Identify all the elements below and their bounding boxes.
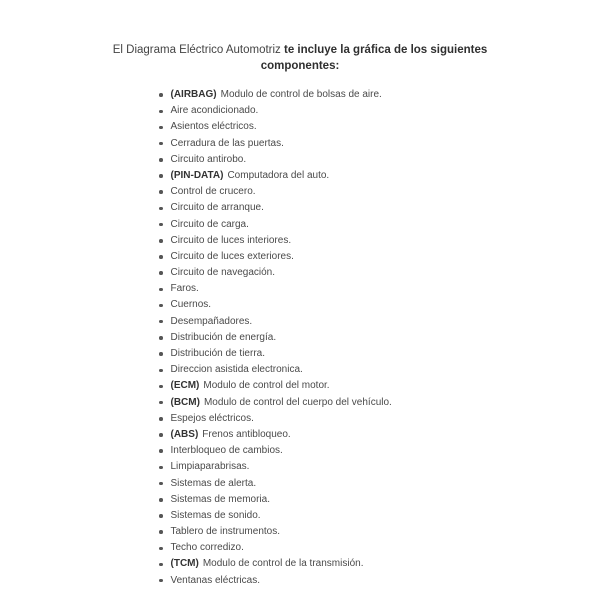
component-name: Circuito de navegación. [170, 267, 276, 279]
list-item [157, 524, 392, 540]
component-name: Modulo de control de la transmisión. [202, 558, 364, 570]
bullet-icon [159, 530, 163, 534]
component-name: Sistemas de sonido. [170, 509, 261, 521]
component-name: Cuernos. [170, 299, 212, 311]
bullet-icon [159, 142, 163, 146]
component-name: Interbloqueo de cambios. [170, 445, 283, 457]
bullet-icon [159, 174, 163, 178]
list-item [157, 314, 392, 330]
list-item [157, 476, 392, 492]
component-name: Aire acondicionado. [170, 105, 259, 117]
component-name: Techo corredizo. [170, 542, 244, 554]
component-name: Distribución de energía. [170, 331, 277, 343]
component-name: Tablero de instrumentos. [170, 526, 281, 538]
list-item [157, 119, 392, 135]
bullet-icon [159, 547, 163, 551]
bullet-icon [159, 352, 163, 356]
component-code: (AIRBAG) [170, 89, 217, 100]
bullet-icon [159, 563, 163, 567]
list-item [157, 346, 392, 362]
bullet-icon [159, 320, 163, 324]
bullet-icon [159, 190, 163, 194]
components-list [157, 87, 392, 589]
list-item [157, 330, 392, 346]
list-item [157, 217, 392, 233]
component-name: Ventanas eléctricas. [170, 574, 260, 586]
list-item [157, 492, 392, 508]
component-name: Circuito antirobo. [170, 153, 247, 165]
component-name: Modulo de control del cuerpo del vehículo. [203, 396, 392, 408]
component-name: Limpiaparabrisas. [170, 461, 250, 473]
bullet-icon [159, 401, 163, 405]
bullet-icon [159, 223, 163, 227]
list-item [157, 136, 392, 152]
component-name: Circuito de luces exteriores. [170, 250, 294, 262]
list-item [157, 508, 392, 524]
bullet-icon [159, 271, 163, 275]
bullet-icon [159, 449, 163, 453]
component-name: Circuito de carga. [170, 218, 249, 230]
component-name: Cerradura de las puertas. [170, 137, 284, 149]
bullet-icon [159, 417, 163, 421]
component-name: Computadora del auto. [227, 169, 330, 181]
list-item [157, 362, 392, 378]
component-code: (ECM) [170, 380, 200, 392]
intro-plain-text: El Diagrama Eléctrico Automotriz [112, 44, 281, 56]
bullet-icon [159, 304, 163, 308]
bullet-icon [159, 369, 163, 373]
component-name: Sistemas de memoria. [170, 493, 270, 505]
component-code: (PIN-DATA) [170, 169, 224, 181]
component-name: Control de crucero. [170, 186, 256, 198]
list-item [157, 540, 392, 556]
bullet-icon [159, 433, 163, 437]
bullet-icon [159, 126, 163, 130]
bullet-icon [159, 207, 163, 211]
list-item [157, 249, 392, 265]
bullet-icon [159, 385, 163, 389]
list-item [157, 573, 392, 589]
bullet-icon [159, 579, 163, 583]
component-name: Modulo de control de bolsas de aire. [220, 89, 382, 100]
component-code: (ABS) [170, 428, 199, 440]
bullet-icon [159, 498, 163, 502]
component-name: Espejos eléctricos. [170, 412, 254, 424]
list-item [157, 395, 392, 411]
list-item [157, 200, 392, 216]
list-item [157, 378, 392, 394]
list-item [157, 184, 392, 200]
bullet-icon [159, 288, 163, 292]
list-item [157, 427, 392, 443]
list-item [157, 459, 392, 475]
bullet-icon [159, 93, 163, 97]
bullet-icon [159, 239, 163, 243]
component-name: Circuito de arranque. [170, 202, 264, 214]
list-item [157, 265, 392, 281]
list-item [157, 281, 392, 297]
bullet-icon [159, 514, 163, 518]
list-item [157, 443, 392, 459]
bullet-icon [159, 255, 163, 259]
intro-bold-text: te incluye la gráfica de los siguientes componentes: [260, 44, 488, 72]
component-code: (TCM) [170, 558, 199, 570]
list-item [157, 152, 392, 168]
component-name: Modulo de control del motor. [203, 380, 330, 392]
list-item [157, 168, 392, 184]
component-name: Faros. [170, 283, 199, 295]
bullet-icon [159, 336, 163, 340]
component-name: Sistemas de alerta. [170, 477, 257, 489]
component-name: Desempañadores. [170, 315, 253, 327]
component-name: Direccion asistida electronica. [170, 364, 303, 376]
component-name: Circuito de luces interiores. [170, 234, 292, 246]
component-code: (BCM) [170, 396, 200, 408]
bullet-icon [159, 482, 163, 486]
list-item [157, 297, 392, 313]
list-item [157, 233, 392, 249]
intro-paragraph [90, 42, 510, 74]
list-item [157, 87, 392, 103]
bullet-icon [159, 158, 163, 162]
bullet-icon [159, 466, 163, 470]
list-item [157, 556, 392, 572]
component-name: Frenos antibloqueo. [202, 428, 291, 440]
list-item [157, 103, 392, 119]
component-name: Distribución de tierra. [170, 348, 265, 359]
list-item [157, 411, 392, 427]
component-name: Asientos eléctricos. [170, 121, 257, 133]
bullet-icon [159, 110, 163, 114]
